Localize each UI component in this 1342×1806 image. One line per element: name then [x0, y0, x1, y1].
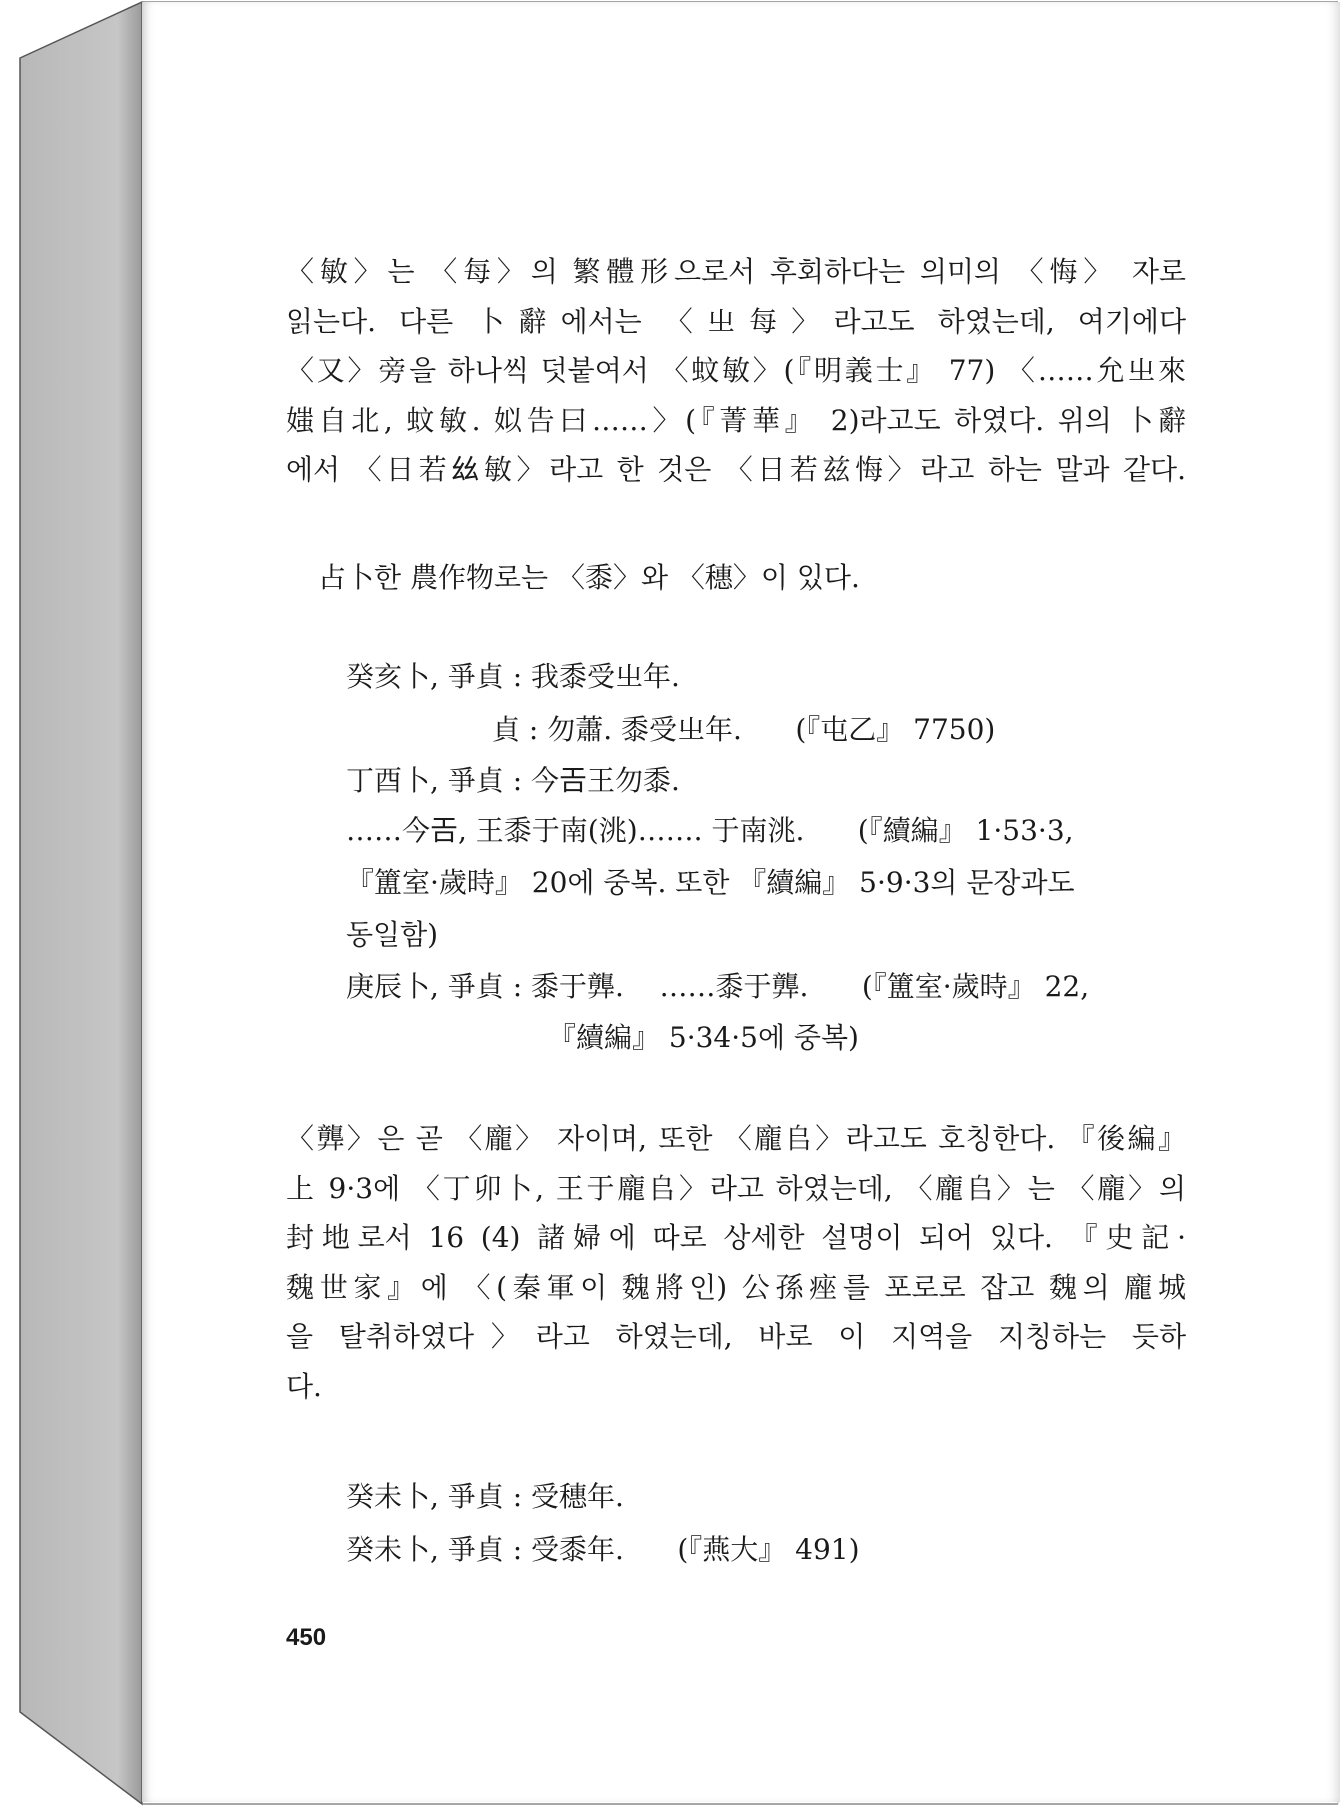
quote-line: 『簠室·歲時』 20에 중복. 또한 『續編』 5·9·3의 문장과도 — [346, 866, 1075, 899]
paragraph-line: 〈龏〉은 곧 〈龐〉 자이며, 또한 〈龐𠂤〉라고도 호칭한다. 『後編』 — [286, 1122, 1186, 1155]
paragraph-3 — [286, 1114, 1186, 1411]
paragraph-line: 上 9·3에 〈丁卯卜, 王于龐𠂤〉라고 하였는데, 〈龐𠂤〉는 〈龐〉의 — [286, 1171, 1186, 1205]
quote-line: 貞 : 勿蕭. 黍受㞢年. (『屯乙』 7750) — [492, 713, 996, 746]
paragraph-2: 占卜한 農作物로는 〈黍〉와 〈穗〉이 있다. — [318, 561, 860, 594]
paragraph-1 — [286, 247, 1186, 495]
quote-line: 『續編』 5·34·5에 중복) — [548, 1021, 859, 1054]
paragraph-line: 魏世家』에 〈(秦軍이 魏將인) 公孫痤를 포로로 잡고 魏의 龐城 — [286, 1270, 1186, 1304]
paragraph-line: 〈敏〉는 〈每〉의 繁體形으로서 후회하다는 의미의 〈悔〉 자로 — [286, 255, 1186, 288]
quote-line: 癸未卜, 爭貞 : 受穗年. — [346, 1480, 624, 1513]
quote-line: 癸亥卜, 爭貞 : 我黍受㞢年. — [346, 660, 680, 693]
paragraph-line: 媸自北, 蚊敏. 姒告曰……〉(『菁華』 2)라고도 하였다. 위의 卜辭 — [286, 403, 1186, 437]
quote-line: 庚辰卜, 爭貞 : 黍于龏. ……黍于龏. (『簠室·歲時』 22, — [346, 970, 1090, 1003]
paragraph-line: 다. — [286, 1369, 322, 1403]
paragraph-line: 을 탈취하였다〉라고 하였는데, 바로 이 지역을 지칭하는 듯하 — [286, 1320, 1186, 1353]
quote-line: 丁酉卜, 爭貞 : 今𢀛王勿黍. — [346, 764, 680, 797]
paragraph-line: 〈又〉旁을 하나씩 덧붙여서 〈蚊敏〉(『明義士』 77) 〈……允㞢來 — [286, 354, 1186, 387]
quote-line: ……今𢀛, 王黍于南(洮)……. 于南洮. (『續編』 1·53·3, — [346, 814, 1074, 847]
paragraph-line: 읽는다. 다른 卜辭에서는 〈㞢每〉라고도 하였는데, 여기에다 — [286, 304, 1186, 338]
paragraph-line: 에서 〈日若𢆶敏〉라고 한 것은 〈日若兹悔〉라고 하는 말과 같다. — [286, 453, 1186, 486]
page-number: 450 — [286, 1624, 327, 1651]
quote-line: 癸未卜, 爭貞 : 受黍年. (『燕大』 491) — [346, 1533, 860, 1566]
paragraph-line: 封地로서 16 (4) 諸婦에 따로 상세한 설명이 되어 있다. 『史記· — [286, 1221, 1186, 1254]
quote-line: 동일함) — [346, 918, 439, 951]
